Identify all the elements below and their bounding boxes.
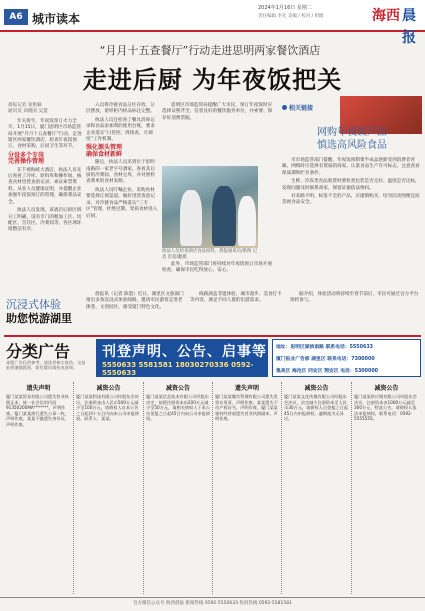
- ad-column: [144, 382, 213, 594]
- paragraph: 年关将至，年夜饭预订火力全开。1月15日，厦门思明区市场监管局开展“月月十五查餐厅”行动，走进辖区两家餐饮酒店，检查年夜饭预订、食材采购、后厨卫生等环节。: [8, 118, 82, 150]
- paragraph: 执法人员还检查了餐具消毒记录和食品添加剂的使用台账，要求企业落实“日管控、周排查、月调度”工作机制。: [86, 117, 155, 143]
- paragraph: 随后，执法人员来到位于思明南路的一家老字号酒家，查看其后厨的冷菜间、食材仓库，并对照检查菜单的食材来源。: [86, 160, 155, 185]
- ad-banner: [96, 339, 268, 377]
- issue-date: 2024年1月16日 星期二: [258, 5, 312, 11]
- ad-text: 厦门某某餐饮管理有限公司遗失发票专用章，声明作废。某某遗失不动产权证书，声明作废。厦门某某建材经营部遗失营业执照副本，声明作废。: [215, 394, 278, 422]
- commentary-column-2: [190, 292, 286, 307]
- section-divider: [4, 335, 421, 337]
- ad-text: 厦门某某科技有限公司经股东会决议，注册资本由人民币500万元减少至100万元，请债权人自本公告之日起四十五日内向本公司申报债权。联系人：某某。: [76, 394, 139, 422]
- paragraph: 入员将冷链食品分区存放、分层摆放，留样柜内样品标注完整。: [86, 103, 155, 115]
- contact-row: 厦门报业广告部 湖里区 联系电话：7300000: [276, 357, 375, 362]
- paragraph: 线路涵盖非遗体验、城市漫步、美食打卡等内容，满足不同人群的出游需求。: [190, 292, 282, 304]
- paragraph: 据介绍，体验活动将持续至春节前后，市民可通过官方平台预约参与。: [290, 292, 419, 304]
- paragraph: 市市场监管部门提醒，年夜饭预制菜半成品逐渐受到消费者青睐，网购时应选择有资质的商家，认准食品生产许可标志，注意查看保质期和贮存条件。: [282, 158, 420, 176]
- contact-row: 集美区 海沧区 同安区 翔安区 电话：5300000: [276, 369, 378, 374]
- ad-column: [352, 382, 421, 594]
- photo-caption: 执法人员检查酒店食品原料。晨报通讯员/供图 记者 彭超/翻摄: [162, 249, 258, 260]
- article-column-3: [162, 103, 274, 124]
- ad-title: 减资公告: [96, 385, 121, 392]
- paragraph: 生鲜、冷冻类食品收货时要检查包装是否完好、温度是否达标，发现问题及时联系商家，保留证据依法维权。: [282, 179, 420, 191]
- paragraph: 思明区市场监管局提醒广大市民，预订年夜饭时应选择证照齐全、信誉良好的餐饮服务单位，并索要、保存好消费票据。: [162, 103, 273, 121]
- paragraph: 执法人员叮嘱企业，采购食材要选择正规渠道，做好进货查验记录，对冷链食品严格落实“三专区”管理，杜绝过期、变质食材进入后厨。: [86, 187, 158, 219]
- editor-credits: 责任编辑 李先 美编 / 校对 / 组版: [258, 14, 324, 19]
- ad-text: 厦门某某贸易有限公司遗失营业执照正本，统一社会信用代码91350200MA*******，声明作废。厦门某某商行遗失公章一枚，声明作废。某某不慎遗失身份证，声明作废。: [6, 394, 69, 427]
- ad-text: 厦门某某信息技术有限公司经股东决定，拟将注册资本由200万元减少至50万元，请相关债权人于本公告见报之日起45日内向公司申报债权。: [146, 394, 210, 422]
- section-name: 城市读本: [32, 12, 81, 26]
- subheading: 强化源头管理 确保食材新鲜: [86, 144, 123, 158]
- subheading: 分设多个专岗 完善操作管理: [8, 151, 45, 166]
- commentary-column-1: [86, 292, 186, 313]
- newspaper-logo: [372, 5, 422, 46]
- logo-part-1: 海西: [372, 8, 400, 24]
- paragraph: 执法人员发现，该酒店后厨区域分工明确，设有专门的粗加工区、切配区、烹饪区、冷菜间等，各区域环境整洁有序。: [8, 208, 82, 233]
- paragraph: 此外，市场监管部门将持续对年夜饭预订市场开展检查，确保市民吃得放心、安心。: [162, 262, 273, 274]
- ad-text: 厦门某某文化传媒有限公司经股东会决议，决定减少注册资本至人民币30万元，请债权人自登报之日起45日内申报债权，逾期视为无异议。: [284, 394, 348, 422]
- sidebar-body: [282, 158, 422, 209]
- classified-ads-title: 分类广告: [6, 342, 71, 361]
- commentary-title: 沉浸式体验 助您悦游湖里: [6, 298, 72, 325]
- article-photo: [162, 166, 258, 248]
- ad-title: 减资公告: [374, 385, 399, 392]
- ad-banner-phone: 5550633 5581581 18030270336 0592-5550633: [102, 361, 254, 377]
- ad-column: [74, 382, 144, 594]
- article-headline: 走进后厨 为年夜饭把关: [82, 66, 343, 94]
- paragraph: 晨报讯（记者 陈墨）近日，湖里区文旅部门推出多条沉浸式体验线路，邀请市民游客走进老街巷、文创园区，感受厦门特色文化。: [86, 292, 184, 310]
- classified-ads-note: 本版广告仅供参考，请读者核实真伪，交易前须谨慎甄别，如有疑问请致电查询。: [6, 360, 86, 371]
- paragraph: 在千禧海峡大酒店，执法人员先后查看了冷库、原料库和操作间，核查食材进货查验记录、索证索票资料、从业人员健康证明，并提醒企业加强年夜饭预订的管理，确保菜品安全。: [8, 167, 82, 205]
- classified-ads-grid: [4, 382, 421, 594]
- ad-title: 遗失声明: [26, 385, 51, 392]
- contact-row: 地址：思明区湖滨南路 联系电话：5550633: [276, 345, 373, 350]
- related-link-tag: 相关链接: [282, 103, 342, 115]
- page-number: A6: [4, 9, 28, 25]
- article-column-1: [8, 103, 82, 236]
- article-column-2: [86, 103, 158, 222]
- ad-column: [282, 382, 352, 594]
- ad-title: 减资公告: [304, 385, 329, 392]
- ad-title: 减资公告: [165, 385, 190, 392]
- paragraph: 对来路不明、标签不全的产品，应谨慎购买，切勿因贪图便宜而忽视食品安全。: [282, 194, 420, 206]
- ad-text: 厦门某某供应链有限公司经股东会决议，注册资本由1000万元减至300万元，特此公告。请债权人依法申报债权，联系电话：0592-5555555。: [354, 394, 417, 422]
- article-kicker: “月月十五查餐厅”行动走进思明两家餐饮酒店: [99, 44, 321, 57]
- commentary-column-3: [290, 292, 420, 307]
- ad-title: 遗失声明: [234, 385, 259, 392]
- page-header: [0, 0, 425, 46]
- byline-reporter: 晨报记者 张艳颖: [8, 103, 42, 108]
- ad-banner-title: 刊登声明、公告、启事等: [102, 344, 267, 360]
- byline-correspondent: 通讯员 刘晓国 吴慧: [8, 109, 48, 115]
- ad-column: [4, 382, 74, 594]
- bullet-icon: [282, 105, 287, 110]
- sidebar-title: 网购年夜饭产品 慎选高风险食品: [317, 127, 387, 151]
- ad-contact-box: [272, 339, 421, 377]
- ad-column: [213, 382, 282, 594]
- logo-part-2: 晨报: [402, 8, 416, 46]
- page-footer: 官方微信公众号 海西晨报 新闻热线 0592-5550633 投诉热线 0592-5581581: [0, 597, 425, 611]
- article-column-3-cont: [162, 262, 274, 277]
